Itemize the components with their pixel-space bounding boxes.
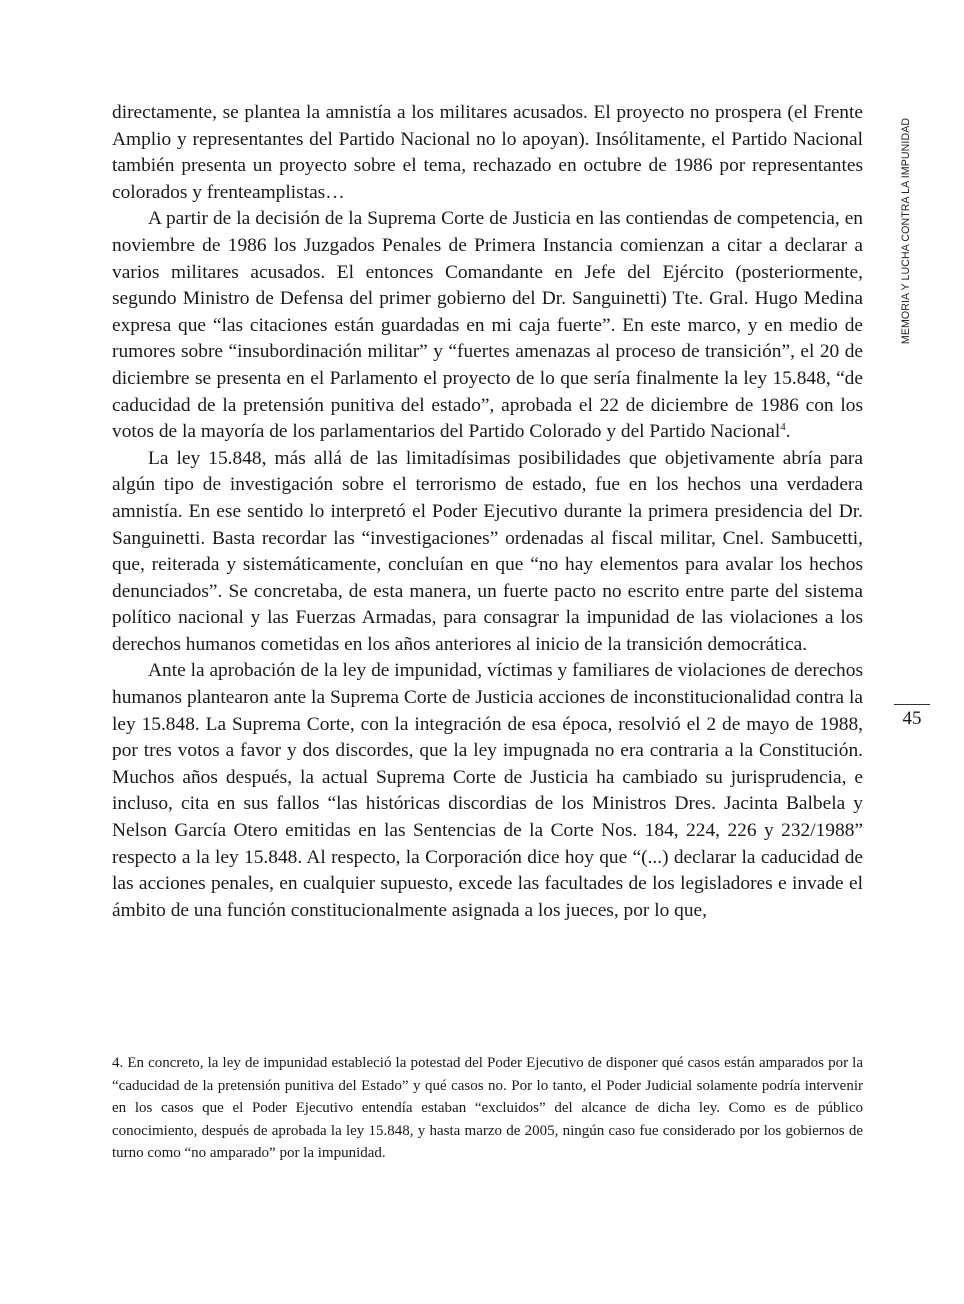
paragraph-2 [112, 206, 863, 445]
paragraph-3: La ley 15.848, más allá de las limitadísimas posibilidades que objetivamente abría para algún tipo de investigación sobre el terrorismo de estado, fue en los hechos una verdadera amnistía. En ese sentido lo interpretó el Poder Ejecutivo durante la primera presidencia del Dr. Sanguinetti. Basta recordar las “investigaciones” ordenadas al fiscal militar, Cnel. Sambucetti, que, reiterada y sistemáticamente, concluían en que “no hay elementos para avalar los hechos denunciados”. Se concretaba, de esta manera, un fuerte pacto no escrito entre parte del sistema político nacional y las Fuerzas Armadas, para consagrar la impunidad de las violaciones a los derechos humanos cometidas en los años anteriores al inicio de la transición democrática. [112, 447, 863, 655]
page-number: 45 [902, 708, 922, 729]
running-head-text: MEMORIA Y LUCHA CONTRA LA IMPUNIDAD [900, 117, 912, 344]
page-number-rule [894, 704, 930, 705]
main-text [112, 100, 863, 924]
paragraph-4: Ante la aprobación de la ley de impunidad, víctimas y familiares de violaciones de derechos humanos plantearon ante la Suprema Corte de Justicia acciones de inconstitucionalidad contra la ley 15.848. La Suprema Corte, con la integración de esa época, resolvió el 2 de mayo de 1988, por tres votos a favor y dos discordes, que la ley impugnada no era contraria a la Constitución. Muchos años después, la actual Suprema Corte de Justicia ha cambiado su jurisprudencia, e incluso, cita en sus fallos “las históricas discordias de los Ministros Dres. Jacinta Balbela y Nelson García Otero emitidas en las Sentencias de la Corte Nos. 184, 224, 226 y 232/1988” respecto a la ley 15.848. Al respecto, la Corporación dice hoy que “(...) declarar la caducidad de las acciones penales, en cualquier supuesto, excede las facultades de los legisladores e invade el ámbito de una función constitucionalmente asignada a los jueces, por lo que, [112, 660, 863, 921]
paragraph-2-period: . [785, 421, 791, 443]
paragraph-2-text: A partir de la decisión de la Suprema Corte de Justicia en las contiendas de competencia, en noviembre de 1986 los Juzgados Penales de Primera Instancia comienzan a citar a declarar a varios militares acusados. El entonces Comandante en Jefe del Ejército (posteriormente, segundo Ministro de Defensa del primer gobierno del Dr. Sanguinetti) Tte. Gral. Hugo Medina expresa que “las citaciones están guardadas en mi caja fuerte”. En este marco, y en medio de rumores sobre “insubordinación militar” y “fuertes amenazas al proceso de transición”, el 20 de diciembre se presenta en el Parlamento el proyecto de lo que sería finalmente la ley 15.848, “de caducidad de la pretensión punitiva del estado”, aprobada el 22 de diciembre de 1986 con los votos de la mayoría de los parlamentarios del Partido Colorado y del Partido Nacional [112, 208, 863, 443]
footnote-text: 4. En concreto, la ley de impunidad estableció la potestad del Poder Ejecutivo de disponer qué casos están amparados por la “caducidad de la pretensión punitiva del Estado” y qué casos no. Por lo tanto, el Poder Judicial solamente podría intervenir en los casos que el Poder Ejecutivo entendía estaban “excluidos” del alcance de dicha ley. Como es de público conocimiento, después de aprobada la ley 15.848, y hasta marzo de 2005, ningún caso fue considerado por los gobiernos de turno como “no amparado” por la impunidad. [112, 1055, 863, 1161]
footnote-reference[interactable]: 4 [780, 421, 786, 434]
running-head [896, 101, 916, 360]
paragraph-1: directamente, se plantea la amnistía a los militares acusados. El proyecto no prospera (el Frente Amplio y representantes del Partido Nacional no lo apoyan). Insólitamente, el Partido Nacional también presenta un proyecto sobre el tema, rechazado en octubre de 1986 por representantes colorados y frenteamplistas… [112, 102, 863, 203]
footnote [112, 1052, 863, 1165]
